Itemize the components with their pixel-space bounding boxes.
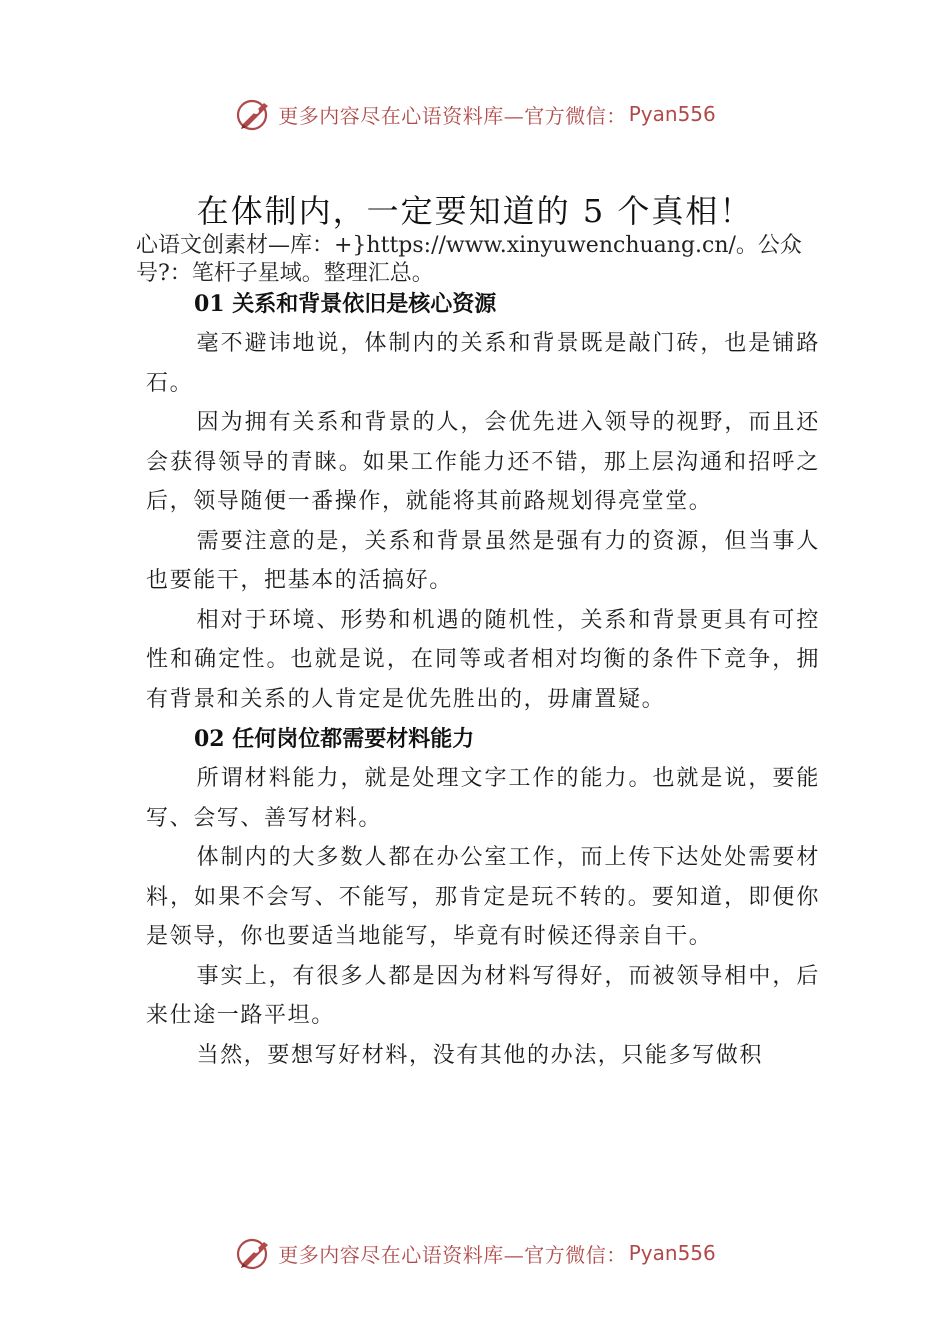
header-watermark-banner bbox=[0, 92, 950, 136]
footer-watermark-banner bbox=[0, 1231, 950, 1275]
pen-logo-icon bbox=[234, 1233, 274, 1273]
paragraph: 所谓材料能力，就是处理文字工作的能力。也就是说，要能写、会写、善写材料。 bbox=[146, 766, 820, 831]
watermark-text: 更多内容尽在心语资料库—官方微信： bbox=[278, 103, 627, 128]
section-heading: 01 关系和背景依旧是核心资源 bbox=[194, 291, 497, 317]
watermark-text: 更多内容尽在心语资料库—官方微信： bbox=[278, 1242, 627, 1267]
paragraph: 当然，要想写好材料，没有其他的办法，只能多写做积 bbox=[196, 1042, 763, 1068]
document-body bbox=[146, 284, 820, 1075]
paragraph: 体制内的大多数人都在办公室工作，而上传下达处处需要材料，如果不会写、不能写，那肯定是玩不转的。要知道，即便你是领导，你也要适当地能写，毕竟有时候还得亲自干。 bbox=[146, 845, 820, 949]
paragraph: 因为拥有关系和背景的人，会优先进入领导的视野，而且还会获得领导的青睐。如果工作能力还不错，那上层沟通和招呼之后，领导随便一番操作，就能将其前路规划得亮堂堂。 bbox=[146, 410, 820, 514]
paragraph: 需要注意的是，关系和背景虽然是强有力的资源，但当事人也要能干，把基本的活搞好。 bbox=[146, 528, 820, 593]
document-title: 在体制内，一定要知道的 5 个真相！ bbox=[196, 192, 754, 230]
section-heading: 02 任何岗位都需要材料能力 bbox=[194, 726, 475, 752]
paragraph: 事实上，有很多人都是因为材料写得好，而被领导相中，后来仕途一路平坦。 bbox=[146, 963, 820, 1028]
source-line: 心语文创素材—库：+}https://www.xinyuwenchuang.cn/。公众号?：笔杆子星域。整理汇总。 bbox=[136, 233, 802, 286]
paragraph: 相对于环境、形势和机遇的随机性，关系和背景更具有可控性和确定性。也就是说，在同等或者相对均衡的条件下竞争，拥有背景和关系的人肯定是优先胜出的，毋庸置疑。 bbox=[146, 607, 820, 712]
pen-logo-icon bbox=[234, 94, 274, 134]
paragraph: 毫不避讳地说，体制内的关系和背景既是敲门砖，也是铺路石。 bbox=[146, 331, 820, 396]
wechat-id: Pyan556 bbox=[628, 102, 716, 126]
wechat-id: Pyan556 bbox=[628, 1241, 716, 1265]
